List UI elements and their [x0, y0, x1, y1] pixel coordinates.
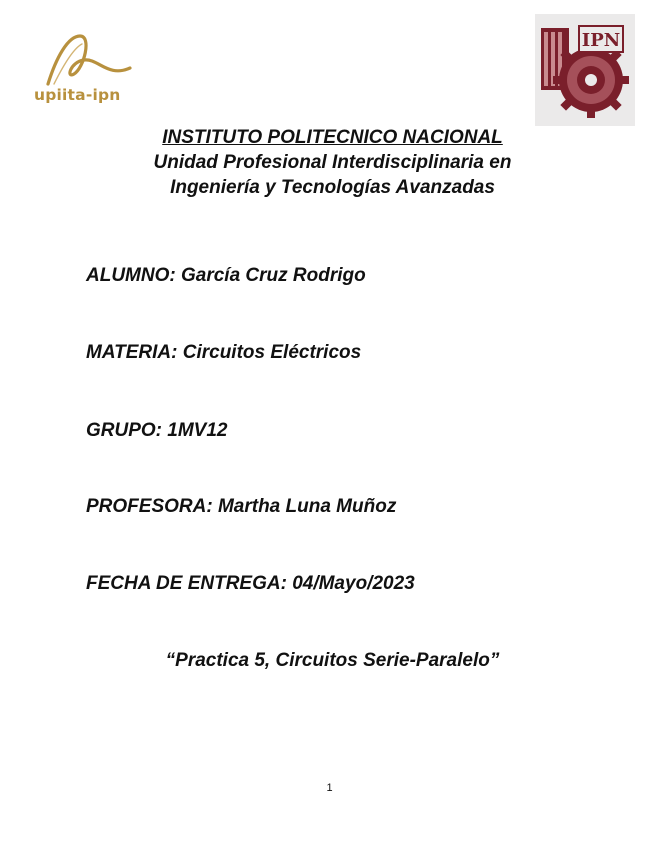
upiita-logo-text: upiita-ipn — [34, 86, 121, 104]
practice-title: “Practica 5, Circuitos Serie-Paralelo” — [165, 650, 500, 671]
ipn-logo — [535, 14, 635, 126]
unit-name-line2: Ingeniería y Tecnologías Avanzadas — [170, 177, 495, 198]
unit-name-line1: Unidad Profesional Interdisciplinaria en — [153, 152, 512, 173]
professor-field: PROFESORA: Martha Luna Muñoz — [86, 496, 397, 517]
ipn-crest-letters: IPN — [581, 30, 621, 51]
delivery-date-field: FECHA DE ENTREGA: 04/Mayo/2023 — [86, 573, 415, 594]
student-field: ALUMNO: García Cruz Rodrigo — [86, 265, 366, 286]
document-header — [0, 126, 655, 200]
institution-name: INSTITUTO POLITECNICO NACIONAL — [162, 127, 503, 148]
upiita-logo — [34, 28, 136, 110]
subject-field: MATERIA: Circuitos Eléctricos — [86, 342, 362, 363]
upiita-swoosh-icon — [34, 28, 136, 90]
page-number: 1 — [326, 782, 333, 794]
group-field: GRUPO: 1MV12 — [86, 420, 228, 441]
ipn-crest-icon — [535, 14, 635, 126]
